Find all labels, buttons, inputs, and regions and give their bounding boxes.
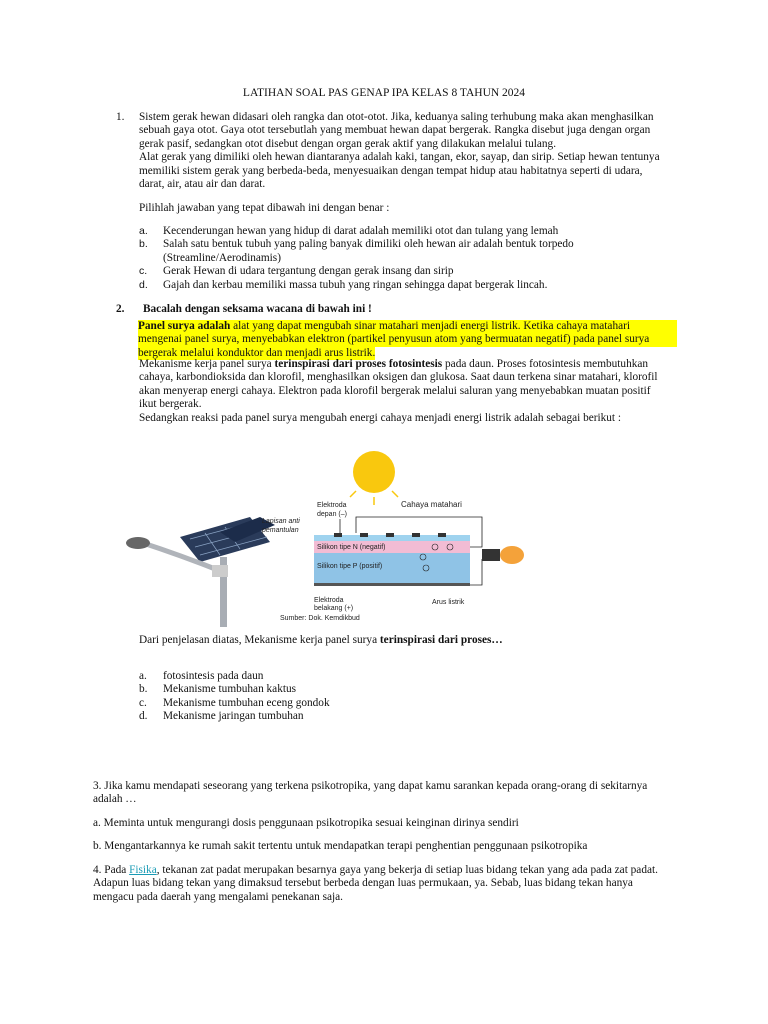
sun-rays: [350, 491, 398, 505]
q1-line: Sistem gerak hewan didasari oleh rangka dan otot-otot. Jika, keduanya saling terhubung maka akan menghasilkan: [139, 111, 654, 123]
street-lamp-image: [126, 517, 275, 627]
label-elektroda-depan: Elektroda: [317, 502, 347, 509]
q1-line: gerak pasif, sedangkan otot disebut dengan organ gerak aktif yang dilakukan melalui tulang.: [139, 137, 557, 150]
label-lapisan-2: pemantulan: [262, 527, 299, 534]
q2-option-b: b. Mekanisme tumbuhan kaktus: [139, 683, 297, 696]
q1-option-a: a. Kecenderungan hewan yang hidup di darat adalah memiliki otot dan tulang yang lemah: [139, 225, 559, 237]
q1-line: Alat gerak yang dimiliki oleh hewan diantaranya adalah kaki, tangan, ekor, sayap, dan sirip. Setiap hewan tentunya: [139, 151, 660, 164]
q2-options: [139, 670, 679, 724]
q2-passage: Mekanisme kerja panel surya terinspirasi dari proses fotosintesis pada daun. Proses fotosintesis membutuhkan cahaya, karbondioksida dan klorofil, menghasilkan oksigen dan glukosa. Saat daun terkena sinar matahari, klorofil akan menyerap energi cahaya. Elektron pada klorofil bergerak melalui saluran yang menyebabkan muatan positif ikut bergerak. Sedangkan reaksi pada panel surya mengubah energi cahaya menjadi energi listrik adalah sebagai berikut :: [139, 358, 658, 424]
q1-prompt: Pilihlah jawaban yang tepat dibawah ini dengan benar :: [139, 202, 390, 214]
label-silikon-n: Silikon tipe N (negatif): [317, 544, 386, 551]
q4-text: 4. Pada Fisika, tekanan zat padat merupakan besarnya gaya yang bekerja di setiap luas bidang tekan yang ada pada zat padat. Adapun luas bidang tekan yang dimaksud tersebut berbeda dengan luas permukaan, ya. Sebab, luas bidang tekan hanya mengacu pada daerah yang mengalami penekanan saja.: [93, 864, 658, 903]
sun-icon: [353, 451, 395, 493]
q2-question: Dari penjelasan diatas, Mekanisme kerja panel surya terinspirasi dari proses…: [139, 634, 503, 646]
label-elektroda-belakang: Elektroda: [314, 597, 344, 604]
q1-option-c: c. Gerak Hewan di udara tergantung dengan gerak insang dan sirip: [139, 265, 454, 278]
q1-line: sebuah gaya otot. Gaya otot tersebutlah yang membuat hewan dapat bergerak. Rangka disebut juga dengan organ: [139, 124, 651, 137]
q3-text: 3. Jika kamu mendapati seseorang yang terkena psikotropika, yang dapat kamu sarankan kepada orang-orang di sekitarnya adalah …: [93, 780, 648, 806]
q1-line: memiliki sistem gerak yang berbeda-beda, menyesuaikan dengan tempat hidup atau habitatnya seperti di udara,: [139, 164, 643, 177]
solar-cell-diagram: [314, 517, 498, 586]
label-elektroda-depan-2: depan (–): [317, 511, 347, 518]
bulb-icon: [482, 546, 524, 564]
q1-option-b: b. Salah satu bentuk tubuh yang paling banyak dimiliki oleh hewan air adalah bentuk torpedo: [139, 238, 574, 251]
label-elektroda-belakang-2: belakang (+): [314, 605, 354, 612]
q1-option-d: d. Gajah dan kerbau memiliki massa tubuh yang ringan sehingga dapat bergerak lincah.: [139, 278, 548, 291]
q2-option-a: a. fotosintesis pada daun: [139, 670, 264, 682]
q2-heading: Bacalah dengan seksama wacana di bawah ini !: [143, 303, 372, 315]
q1-option-b-cont: (Streamline/Aerodinamis): [163, 251, 281, 264]
q2-highlight-passage: Panel surya adalah alat yang dapat mengubah sinar matahari menjadi energi listrik. Ketika cahaya matahari mengenai panel surya, menyebabkan elektron (partikel penyusun atom yang bermuatan negatif) pada panel surya bergerak melalui konduktor dan menjadi arus listrik.: [138, 320, 677, 360]
q2-option-c: c. Mekanisme tumbuhan eceng gondok: [139, 696, 330, 709]
label-lapisan: Lapisan anti: [262, 518, 300, 525]
label-arus: Arus listrik: [432, 599, 465, 606]
q3-option-a: a. Meminta untuk mengurangi dosis penggunaan psikotropika sesuai keinginan dirinya sendiri: [93, 817, 519, 829]
q3-option-b: b. Mengantarkannya ke rumah sakit tertentu untuk mendapatkan terapi penghentian penggunaan psikotropika: [93, 840, 588, 852]
q1-options: [139, 225, 679, 292]
q2-option-d: d. Mekanisme jaringan tumbuhan: [139, 710, 304, 723]
page-title: LATIHAN SOAL PAS GENAP IPA KELAS 8 TAHUN 2024: [242, 87, 526, 99]
q2-number: 2.: [116, 303, 125, 315]
q1-text: [139, 111, 679, 191]
label-cahaya: Cahaya matahari: [401, 500, 462, 509]
fisika-link[interactable]: Fisika: [129, 864, 157, 876]
figure-source: Sumber: Dok. Kemdikbud: [280, 615, 360, 622]
q1-line: darat, air, atau air dan darat.: [139, 178, 266, 191]
q1-number: 1.: [116, 111, 125, 123]
highlight-bold: Panel surya adalah: [138, 320, 231, 332]
label-silikon-p: Silikon tipe P (positif): [317, 563, 383, 570]
solar-panel-figure: [120, 447, 540, 627]
